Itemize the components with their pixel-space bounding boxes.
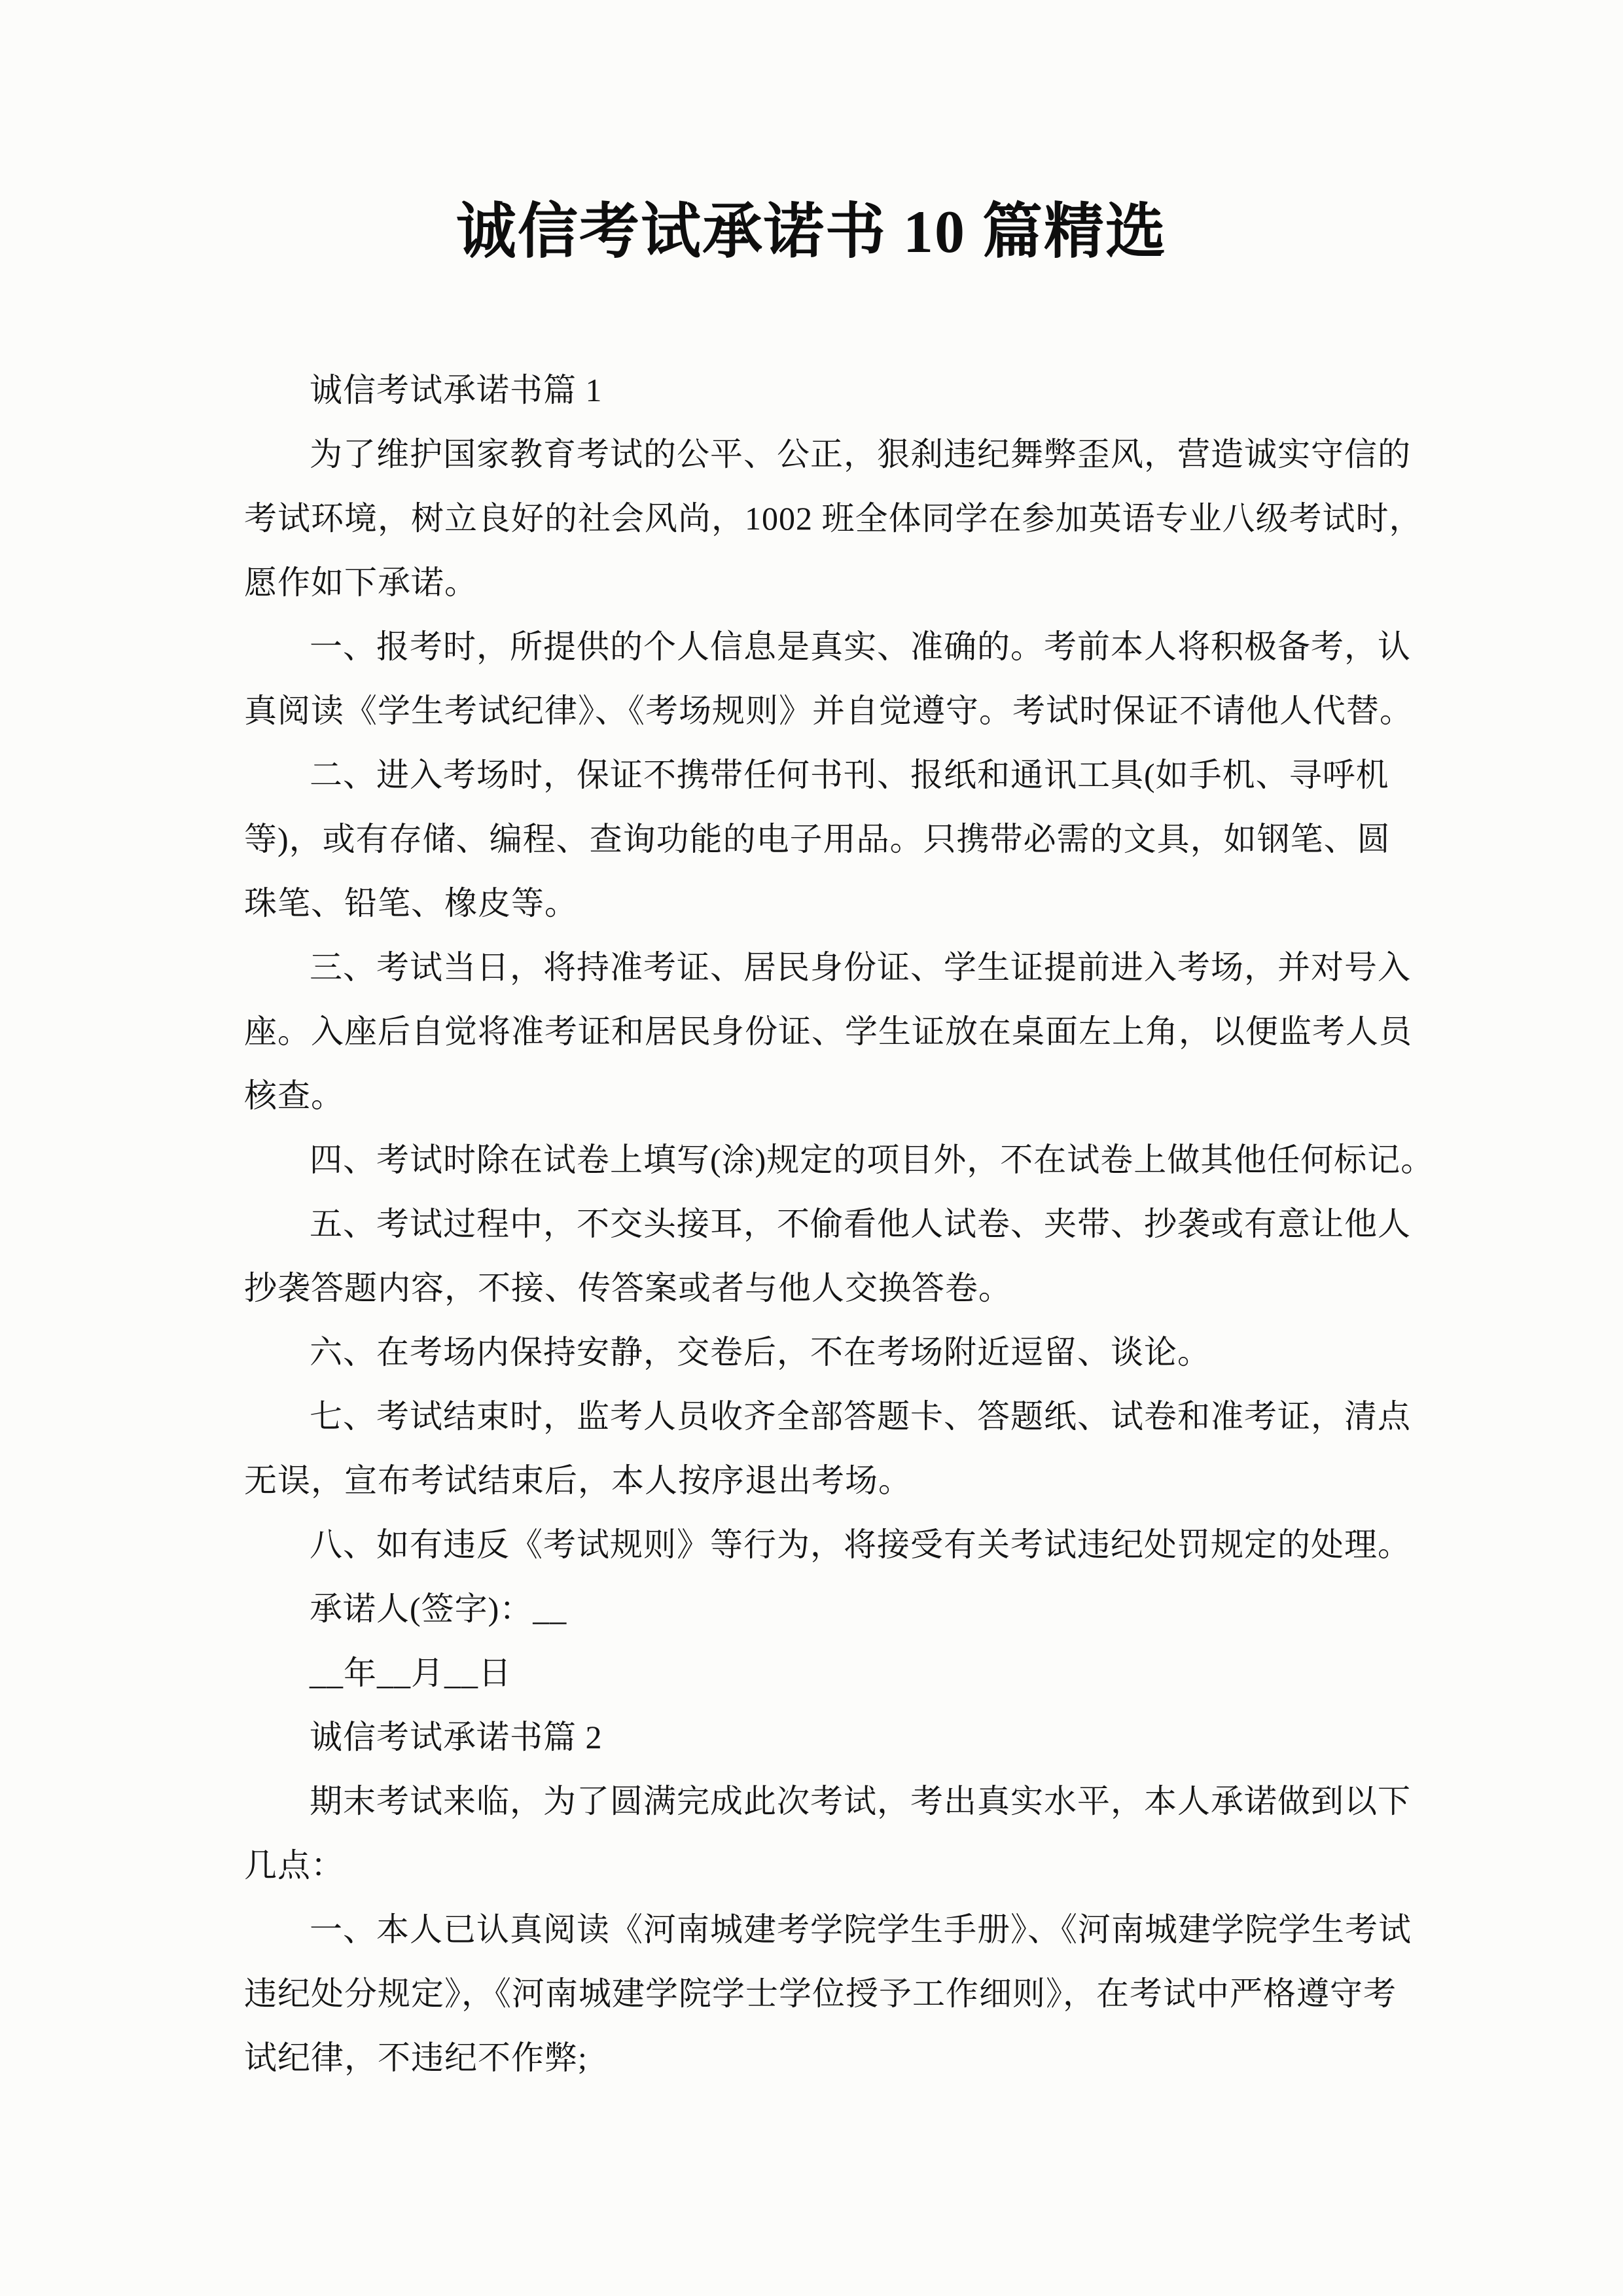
text-line: 等)，或有存储、编程、查询功能的电子用品。只携带必需的文具，如钢笔、圆 xyxy=(244,821,1391,857)
text-line: 核查。 xyxy=(244,1077,344,1114)
text-line: 五、考试过程中，不交头接耳，不偷看他人试卷、夹带、抄袭或有意让他人 xyxy=(310,1206,1411,1242)
text-line: 考试环境，树立良好的社会风尚，1002 班全体同学在参加英语专业八级考试时， xyxy=(244,500,1423,537)
text-line: 三、考试当日，将持准考证、居民身份证、学生证提前进入考场，并对号入 xyxy=(310,949,1411,986)
text-line: 几点： xyxy=(244,1847,344,1884)
text-line: 真阅读《学生考试纪律》、《考场规则》并自觉遵守。考试时保证不请他人代替。 xyxy=(244,692,1413,729)
text-line: 诚信考试承诺书篇 1 xyxy=(310,372,603,408)
text-line: __年__月__日 xyxy=(310,1655,512,1691)
text-line: 无误，宣布考试结束后，本人按序退出考场。 xyxy=(244,1462,912,1499)
text-line: 一、报考时，所提供的个人信息是真实、准确的。考前本人将积极备考，认 xyxy=(310,628,1411,665)
text-line: 一、本人已认真阅读《河南城建考学院学生手册》、《河南城建学院学生考试 xyxy=(310,1911,1412,1948)
text-line: 期末考试来临，为了圆满完成此次考试，考出真实水平，本人承诺做到以下 xyxy=(310,1783,1411,1820)
text-line: 四、考试时除在试卷上填写(涂)规定的项目外，不在试卷上做其他任何标记。 xyxy=(310,1141,1435,1178)
text-line: 试纪律，不违纪不作弊; xyxy=(244,2039,588,2076)
text-line: 愿作如下承诺。 xyxy=(244,564,478,601)
text-line: 座。入座后自觉将准考证和居民身份证、学生证放在桌面左上角，以便监考人员 xyxy=(244,1013,1412,1050)
text-line: 违纪处分规定》，《河南城建学院学士学位授予工作细则》，在考试中严格遵守考 xyxy=(244,1975,1397,2012)
text-line: 抄袭答题内容，不接、传答案或者与他人交换答卷。 xyxy=(244,1270,1012,1306)
document-body xyxy=(244,358,1435,2090)
text-line: 六、在考场内保持安静，交卷后，不在考场附近逗留、谈论。 xyxy=(310,1334,1211,1371)
text-line: 诚信考试承诺书篇 2 xyxy=(310,1719,603,1755)
text-line: 珠笔、铅笔、橡皮等。 xyxy=(244,885,578,922)
text-line: 为了维护国家教育考试的公平、公正，狠刹违纪舞弊歪风，营造诚实守信的 xyxy=(310,436,1411,473)
text-line: 承诺人(签字)：__ xyxy=(310,1590,567,1627)
document-title: 诚信考试承诺书 10 篇精选 xyxy=(455,198,1167,265)
text-line: 八、如有违反《考试规则》等行为，将接受有关考试违纪处罚规定的处理。 xyxy=(310,1526,1411,1563)
text-line: 七、考试结束时，监考人员收齐全部答题卡、答题纸、试卷和准考证，清点 xyxy=(310,1398,1411,1435)
text-line: 二、进入考场时，保证不携带任何书刊、报纸和通讯工具(如手机、寻呼机 xyxy=(310,757,1389,793)
